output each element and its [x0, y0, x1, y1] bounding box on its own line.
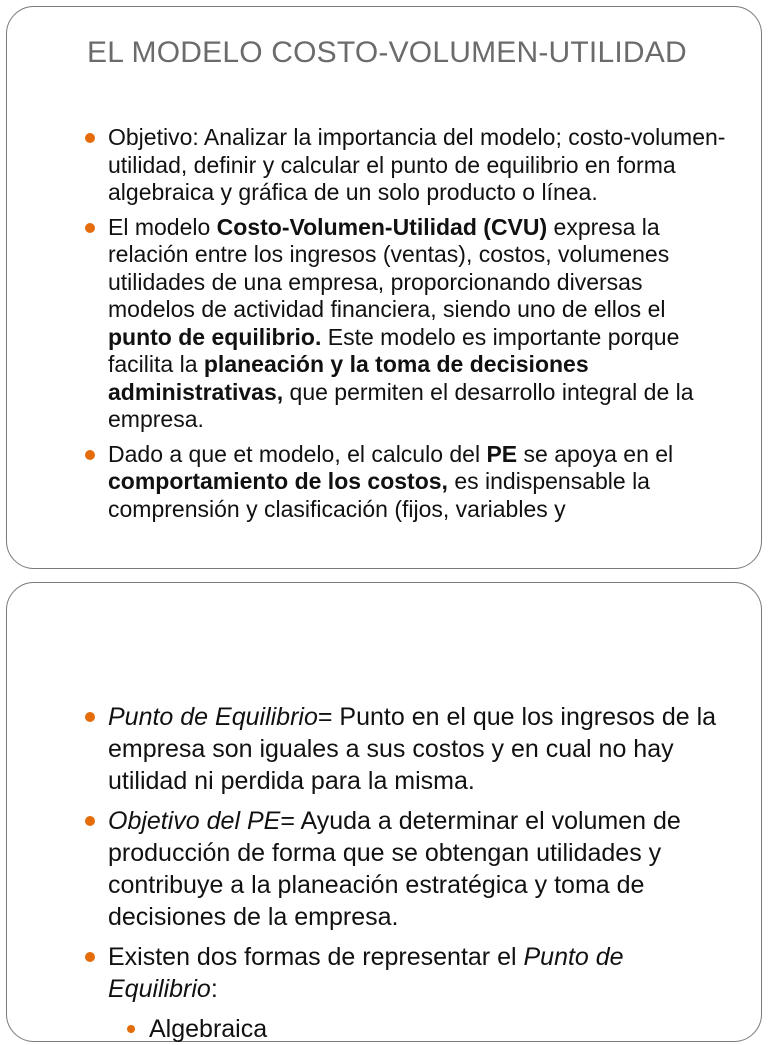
bullet-text: = Punto en el que los ingresos de la empresa son iguales a sus costos y en cual no hay utilidad ni perdida para la misma.: [108, 703, 717, 795]
bullet-dot-icon: [85, 952, 95, 962]
bullet-calculo-pe: [85, 441, 731, 524]
bold-text: PE: [486, 440, 518, 467]
italic-text: Objetivo del PE: [108, 807, 281, 835]
bullet-dot-icon: [85, 133, 95, 143]
bullet-text: Dado a que et modelo, el calculo del: [108, 440, 487, 467]
bold-text: comportamiento de los costos,: [108, 468, 448, 494]
bullet-formas-representar: [85, 941, 735, 1005]
bullet-text: Existen dos formas de representar el: [108, 943, 524, 971]
bullet-text: El modelo: [108, 213, 217, 240]
bold-text: planeación y la toma de decisiones administrativas,: [108, 351, 589, 405]
sub-bullet-text: Algebraica: [149, 1015, 268, 1043]
bullet-dot-icon: [85, 223, 95, 233]
bullet-modelo-cvu: [85, 214, 731, 434]
bullet-text: Este modelo es importante porque facilita la: [108, 323, 680, 377]
slide-title: EL MODELO COSTO-VOLUMEN-UTILIDAD: [87, 36, 687, 69]
bullet-text: Objetivo: Analizar la importancia del modelo; costo-volumen-utilidad, definir y calcular el punto de equilibrio en forma algebraica y gráfica de un solo producto o línea.: [108, 124, 726, 205]
sub-bullet-dot-icon: [127, 1025, 135, 1033]
italic-text: Punto de Equilibrio: [108, 703, 318, 731]
bullet-dot-icon: [85, 450, 95, 460]
sub-bullet-algebraica: [127, 1013, 735, 1045]
bullet-objetivo: [85, 124, 731, 207]
bold-text: punto de equilibrio.: [108, 323, 322, 350]
italic-text: Punto de Equilibrio: [108, 943, 624, 1003]
bullet-dot-icon: [85, 712, 95, 722]
bullet-list: [85, 124, 731, 530]
slide-1: [6, 6, 762, 569]
bold-text: Costo-Volumen-Utilidad (CVU): [216, 213, 548, 240]
bullet-punto-equilibrio: [85, 701, 735, 797]
bullet-objetivo-pe: [85, 805, 735, 933]
bullet-text: = Ayuda a determinar el volumen de producción de forma que se obtengan utilidades y contribuye a la planeación estratégica y toma de decisiones de la empresa.: [108, 807, 681, 931]
bullet-text: expresa la relación entre los ingresos (ventas), costos, volumenes utilidades de una empresa, proporcionando diversas modelos de actividad financiera, siendo uno de ellos el: [108, 213, 670, 322]
bullet-list: [85, 701, 735, 1045]
bullet-dot-icon: [85, 816, 95, 826]
slide-2: [6, 582, 762, 1042]
bullet-text: se apoya en el: [517, 440, 674, 467]
bullet-text: es indispensable la comprensión y clasificación (fijos, variables y: [108, 468, 650, 522]
bullet-text: que permiten el desarrollo integral de la empresa.: [108, 378, 694, 432]
bullet-text: :: [210, 975, 218, 1003]
